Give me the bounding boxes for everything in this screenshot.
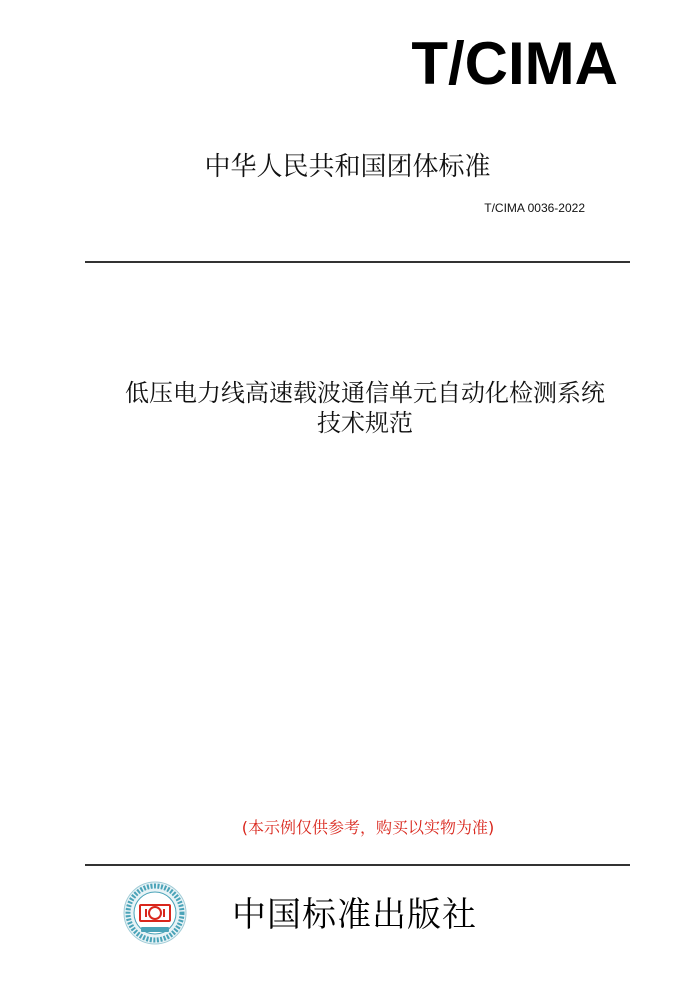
standard-number: T/CIMA 0036-2022 bbox=[484, 201, 585, 215]
document-title-line-2: 技术规范 bbox=[317, 409, 413, 437]
standard-type-heading: 中华人民共和国团体标准 bbox=[204, 152, 491, 182]
publisher-name: 中国标准出版社 bbox=[232, 895, 477, 935]
publisher-seal-icon bbox=[123, 881, 187, 945]
sample-notice: (本示例仅供参考，购买以实物为准) bbox=[241, 818, 495, 837]
document-title-line-1: 低压电力线高速载波通信单元自动化检测系统 bbox=[125, 379, 605, 407]
bottom-divider bbox=[85, 864, 630, 866]
top-divider bbox=[85, 261, 630, 263]
document-title bbox=[20, 378, 700, 438]
standard-code-logo: T/CIMA bbox=[411, 30, 618, 97]
